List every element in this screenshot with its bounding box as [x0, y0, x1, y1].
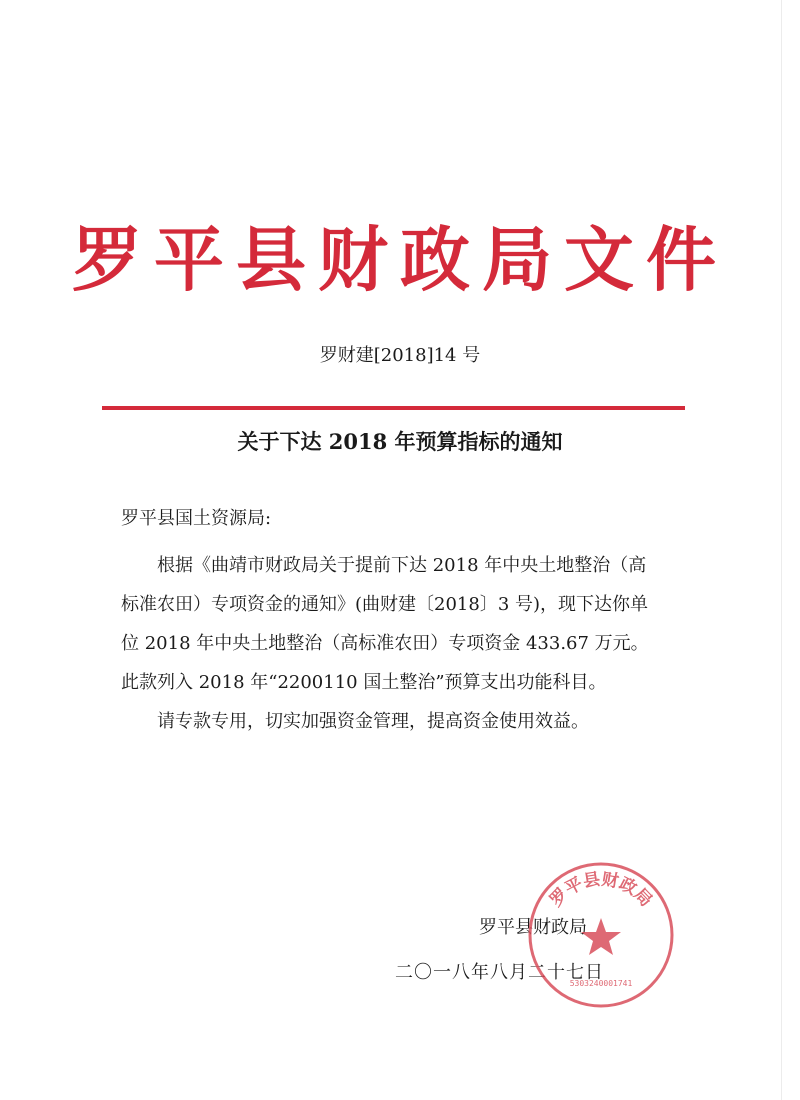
red-divider-line [102, 406, 685, 410]
official-seal [526, 860, 676, 1010]
body-paragraph-1: 根据《曲靖市财政局关于提前下达 2018 年中央土地整治（高标准农田）专项资金的通知》(曲财建〔2018〕3 号)，现下达你单位 2018 年中央土地整治（高标准农田）专项资金 433.67 万元。此款列入 2018 年“2200110 国土整治”预算支出功能科目。 [121, 555, 649, 693]
signature-date: 二〇一八年八月二十七日 [395, 962, 604, 983]
notice-body [121, 546, 661, 741]
addressee: 罗平县国土资源局: [121, 508, 272, 529]
signature-organization: 罗平县财政局 [479, 917, 587, 938]
seal-serial: 5303240001741 [569, 979, 633, 988]
star-icon [581, 918, 621, 955]
notice-title: 关于下达 2018 年预算指标的通知 [237, 429, 563, 454]
issuer-masthead: 罗平县财政局文件 [72, 218, 728, 301]
document-number: 罗财建[2018]14 号 [319, 345, 481, 366]
page-edge [781, 0, 782, 1100]
body-paragraph-2: 请专款专用，切实加强资金管理，提高资金使用效益。 [157, 711, 589, 732]
seal-text: 罗平县财政局 [546, 869, 656, 911]
